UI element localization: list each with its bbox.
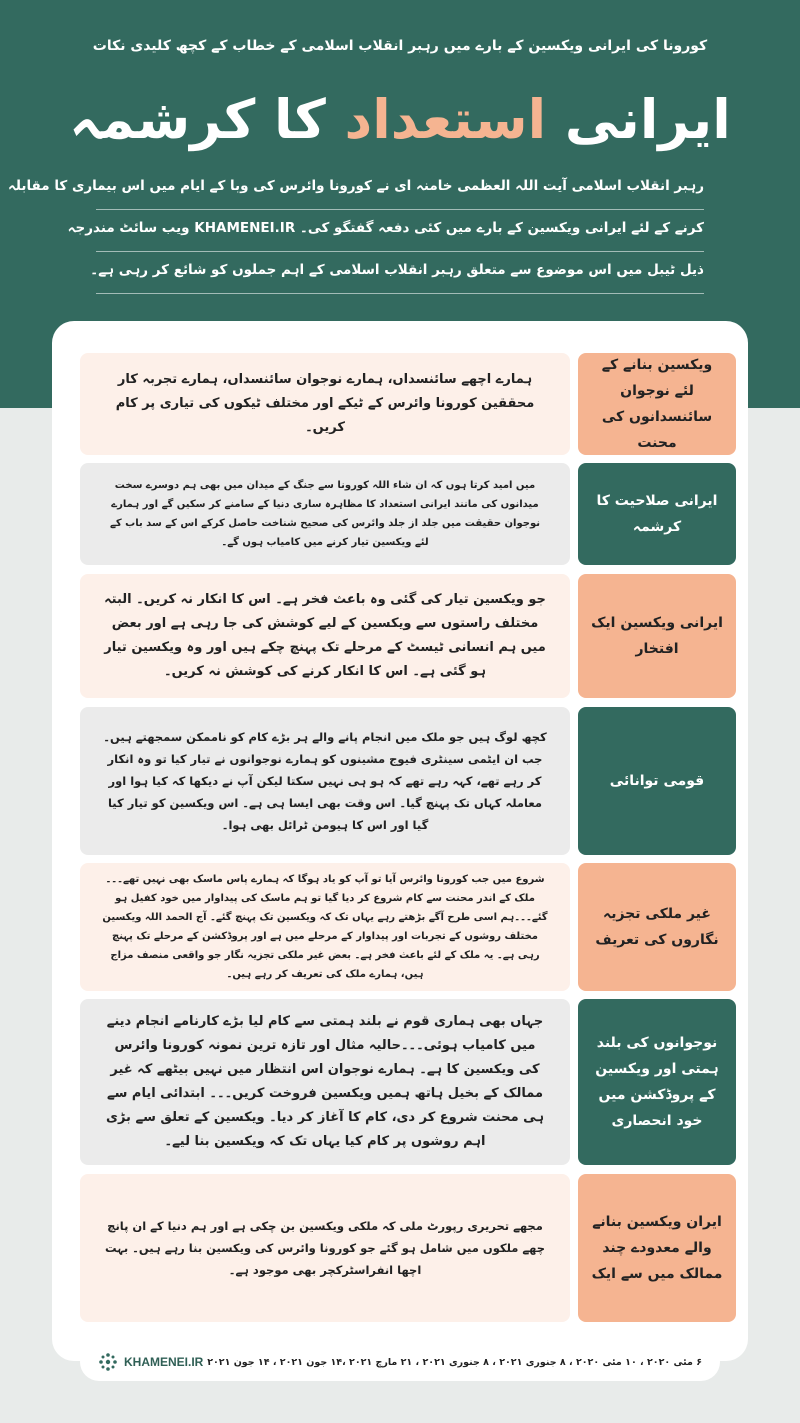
site-logo[interactable]: [98, 1352, 203, 1372]
table-row: [80, 863, 736, 991]
table-row: [80, 353, 736, 455]
source-dates: ۶ مئی ۲۰۲۰ ، ۱۰ مئی ۲۰۲۰ ، ۸ جنوری ۲۰۲۱ ، ۸ جنوری ۲۰۲۱ ، ۲۱ مارچ ۲۰۲۱ ،۱۴ جون ۲۰۲۱ ، ۱۴ جون ۲۰۲۱: [207, 1356, 702, 1368]
page-title: [0, 80, 800, 160]
intro-paragraph: [8, 168, 704, 294]
row-quote: مجھے تحریری رپورٹ ملی کہ ملکی ویکسین بن چکی ہے اور ہم دنیا کے ان پانچ چھے ملکوں میں شامل ہو گئے جو کورونا وائرس کی ویکسین بنا رہے ہیں۔ بہت اچھا انفراسٹرکچر بھی موجود ہے۔: [80, 1174, 570, 1322]
row-tag: ایران ویکسین بنانے والے معدودے چند ممالک میں سے ایک: [578, 1174, 736, 1322]
row-quote: میں امید کرتا ہوں کہ ان شاء اللہ کورونا سے جنگ کے میدان میں بھی ہم دوسرے سخت میدانوں کی مانند ایرانی استعداد کا مظاہرہ ساری دنیا کے سامنے کر سکیں گے اور ہمارے نوجوان حقیقت میں جلد از جلد وائرس کی صحیح شناخت حاصل کرکے اس کے سد باب کے لئے ویکسین تیار کرنے میں کامیاب ہوں گے۔: [80, 463, 570, 565]
title-accent: استعداد: [344, 88, 547, 151]
row-quote: شروع میں جب کورونا وائرس آیا تو آپ کو یاد ہوگا کہ ہمارے پاس ماسک بھی نہیں تھے۔۔۔ ملک کے اندر محنت سے کام شروع کر دیا گیا تو ہم ماسک کی پیداوار میں خود کفیل ہو گئے۔۔۔ہم اسی طرح آگے بڑھتے رہے یہاں تک کہ ویکسین تک پہنچ گئے۔ آج الحمد اللہ ویکسین مختلف روشوں کے تجربات اور پیداوار کے مرحلے میں ہے اور پروڈکشن کے مرحلے تک پہنچ رہی ہے۔ یہ ملک کے لئے باعث فخر ہے۔ بعض غیر ملکی تجزیہ نگار جو واقعی منصف مزاج ہیں، ہمارے ملک کی تعریف کر رہے ہیں۔: [80, 863, 570, 991]
row-tag: ایرانی ویکسین ایک افتخار: [578, 574, 736, 698]
header-kicker: کورونا کی ایرانی ویکسین کے بارے میں رہبر انقلاب اسلامی کے خطاب کے کچھ کلیدی نکات: [92, 38, 708, 54]
table-row: [80, 999, 736, 1165]
row-tag: ایرانی صلاحیت کا کرشمہ: [578, 463, 736, 565]
row-tag: غیر ملکی تجزیہ نگاروں کی تعریف: [578, 863, 736, 991]
table-row: [80, 574, 736, 698]
row-tag: ویکسین بنانے کے لئے نوجوان سائنسدانوں کی محنت: [578, 353, 736, 455]
row-tag: نوجوانوں کی بلند ہمتی اور ویکسین کے پروڈکشن میں خود انحصاری: [578, 999, 736, 1165]
row-tag: قومی توانائی: [578, 707, 736, 855]
title-part-1: ایرانی: [564, 88, 731, 151]
row-quote: جو ویکسین تیار کی گئی وہ باعث فخر ہے۔ اس کا انکار نہ کریں۔ البتہ مختلف راستوں سے ویکسین کے لیے کوشش کی جا رہی ہے اور بعض میں ہم انسانی ٹیسٹ کے مرحلے تک پہنچ چکے ہیں اور وہ ویکسین تیار ہو گئی ہے۔ اس کا انکار کرنے کی کوشش نہ کریں۔: [80, 574, 570, 698]
table-row: [80, 1174, 736, 1322]
row-quote: جہاں بھی ہماری قوم نے بلند ہمتی سے کام لیا بڑے کارنامے انجام دینے میں کامیاب ہوئی۔۔۔حالیہ مثال اور تازہ ترین نمونہ کورونا وائرس کی ویکسین کا ہے۔ ہمارے نوجوان اس انتظار میں نہیں بیٹھے کہ غیر ممالک کے بخیل ہاتھ ہمیں ویکسین فروخت کریں۔۔۔ ابتدائی ایام سے ہی محنت شروع کر دی، کام کا آغاز کر دیا۔ ویکسین کے تعلق سے بڑی اہم روشوں پر کام کیا یہاں تک کہ ویکسین بنا لیے۔: [80, 999, 570, 1165]
logo-emblem-icon: [98, 1352, 118, 1372]
table-row: [80, 707, 736, 855]
table-row: [80, 463, 736, 565]
intro-line: کرنے کے لئے ایرانی ویکسین کے بارے میں کئی دفعہ گفتگو کی۔ KHAMENEI.IR ویب سائٹ مندرجہ: [96, 210, 704, 252]
quotes-table: [52, 321, 748, 1361]
row-quote: کچھ لوگ ہیں جو ملک میں انجام پانے والے ہر بڑے کام کو ناممکن سمجھتے ہیں۔ جب ان ایٹمی سینٹری فیوج مشینوں کو ہمارے نوجوانوں نے تیار کیا تو وہ انکار کر رہے تھے، کہہ رہے تھے کہ ہو ہی نہیں سکتا لیکن آپ نے دیکھا کہ کیا ہوا اور معاملہ کہاں تک پہنچ گیا۔ اس وقت بھی ایسا ہی ہے۔ اس ویکسین کو تیار کیا گیا اور اس کا ہیومن ٹرائل بھی ہوا۔: [80, 707, 570, 855]
footer-bar: [80, 1343, 720, 1381]
logo-text: KHAMENEI.IR: [124, 1355, 204, 1369]
intro-line: ذیل ٹیبل میں اس موضوع سے متعلق رہبر انقلاب اسلامی کے اہم جملوں کو شائع کر رہی ہے۔: [96, 252, 704, 294]
title-part-2: کا کرشمہ: [69, 88, 326, 151]
row-quote: ہمارے اچھے سائنسداں، ہمارے نوجوان سائنسداں، ہمارے تجربہ کار محققین کورونا وائرس کے ٹیکے اور مختلف ٹیکوں کی تیاری پر کام کریں۔: [80, 353, 570, 455]
intro-line: رہبر انقلاب اسلامی آیت اللہ العظمی خامنہ ای نے کورونا وائرس کی وبا کے ایام میں اس بیماری کا مقابلہ: [96, 168, 704, 210]
